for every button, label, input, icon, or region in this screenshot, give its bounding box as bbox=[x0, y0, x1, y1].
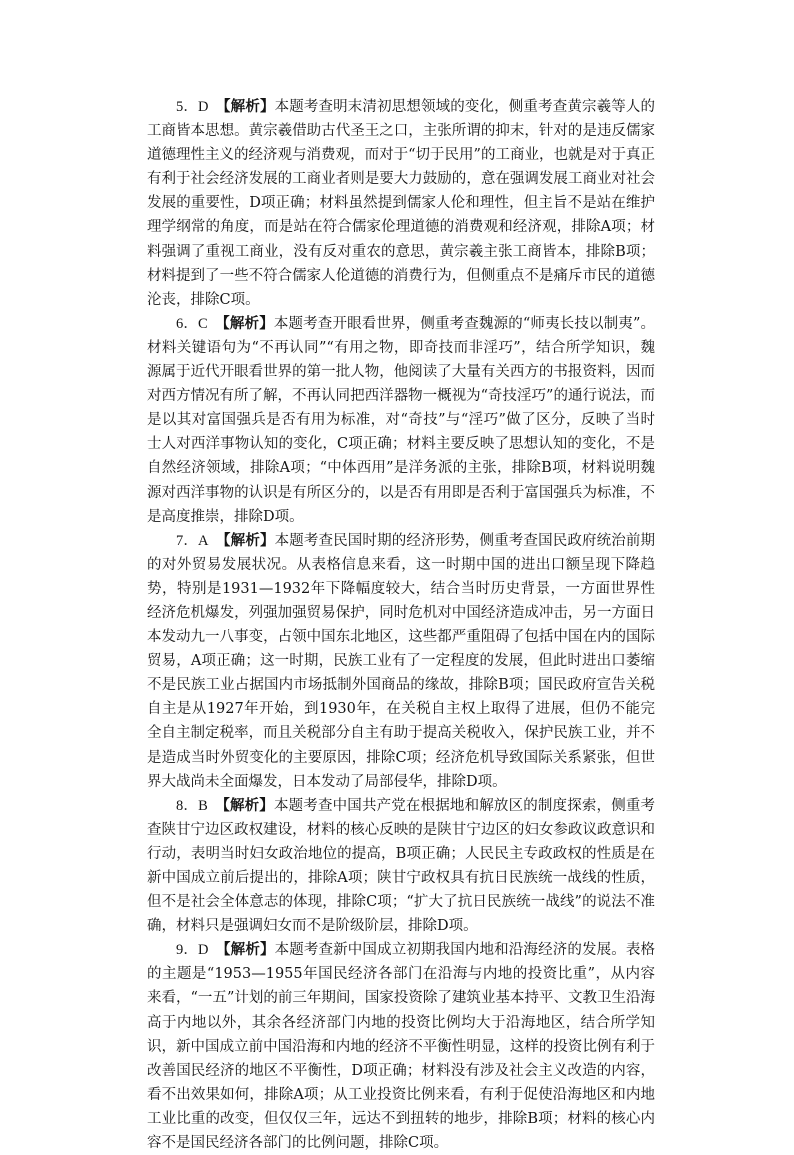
question-number: 5． bbox=[176, 99, 199, 115]
question-number: 8． bbox=[176, 797, 199, 814]
answer-letter: A bbox=[198, 532, 209, 549]
analysis-text: 本题考查民国时期的经济形势，侧重考查国民政府统治前期的对外贸易发展状况。从表格信息来看，这一时期中国的进出口额呈现下降趋势，特别是1931—1932年下降幅度较大，结合当时历史背景，一方面世界性经济危机爆发，列强加强贸易保护，同时危机对中国经济造成冲击，另一方面日本发动九一八事变，占领中国东北地区，这些都严重阻碍了包括中国在内的国际贸易，A项正确；这一时期，民族工业有了一定程度的发展，但此时进出口萎缩不是民族工业占据国内市场抵制外国商品的缘故，排除B项；国民政府宣告关税自主是从1927年开始，到1930年，在关税自主权上取得了进展，但仍不能完全自主制定税率，而且关税部分自主有助于提高关税收入，保护民族工业，并不是造成当时外贸变化的主要原因，排除C项；经济危机导致国际关系紧张，但世界大战尚未全面爆发，日本发动了局部侵华，排除D项。 bbox=[147, 532, 656, 790]
analysis-text: 本题考查中国共产党在根据地和解放区的制度探索，侧重考查陕甘宁边区政权建设，材料的核心反映的是陕甘宁边区的妇女参政议政意识和行动，表明当时妇女政治地位的提高，B项正确；人民民主专政政权的性质是在新中国成立前后提出的，排除A项；陕甘宁政权具有抗日民族统一战线的性质，但不是社会全体意志的体现，排除C项；“扩大了抗日民族统一战线”的说法不准确，材料只是强调妇女而不是阶级阶层，排除D项。 bbox=[147, 797, 656, 935]
analysis-text: 本题考查明末清初思想领域的变化，侧重考查黄宗羲等人的工商皆本思想。黄宗羲借助古代圣王之口，主张所谓的抑末，针对的是违反儒家道德理性主义的经济观与消费观，而对于“切于民用”的工商业，也就是对于真正有利于社会经济发展的工商业者则是要大力鼓励的，意在强调发展工商业对社会发展的重要性，D项正确；材料虽然提到儒家人伦和理性，但主旨不是站在维护理学纲常的角度，而是站在符合儒家伦理道德的消费观和经济观，排除A项；材料强调了重视工商业，没有反对重农的意思，黄宗羲主张工商皆本，排除B项；材料提到了一些不符合儒家人伦道德的消费行为，但侧重点不是痛斥市民的道德沦丧，排除C项。 bbox=[147, 99, 656, 308]
answer-item-8 bbox=[147, 794, 655, 939]
answer-item-9 bbox=[147, 938, 655, 1155]
answer-letter: B bbox=[198, 797, 208, 814]
answer-letter: D bbox=[198, 942, 209, 959]
analysis-tag: 【解析】 bbox=[222, 314, 274, 332]
answer-item-6 bbox=[147, 312, 655, 529]
answer-letter: D bbox=[198, 99, 209, 115]
analysis-tag: 【解析】 bbox=[222, 796, 274, 814]
analysis-tag: 【解析】 bbox=[223, 98, 275, 115]
question-number: 9． bbox=[176, 942, 199, 959]
analysis-text: 本题考查开眼看世界，侧重考查魏源的“师夷长技以制夷”。材料关键语句为“不再认同”“有用之物，即奇技而非淫巧”，结合所学知识，魏源属于近代开眼看世界的第一批人物，他阅读了大量有关西方的书报资料，因而对西方情况有所了解，不再认同把西洋器物一概视为“奇技淫巧”的通行说法，而是以其对富国强兵是否有用为标准，对“奇技”与“淫巧”做了区分，反映了当时士人对西洋事物认知的变化，C项正确；材料主要反映了思想认知的变化，不是自然经济领域，排除A项；“中体西用”是洋务派的主张，排除B项，材料说明魏源对西洋事物的认识是有所区分的，以是否有用即是否利于富国强兵为标准，不是高度推崇，排除D项。 bbox=[147, 315, 656, 525]
question-number: 6． bbox=[176, 315, 199, 332]
answer-explanations bbox=[147, 95, 655, 1155]
answer-item-5 bbox=[147, 95, 655, 312]
answer-item-7 bbox=[147, 529, 655, 794]
analysis-tag: 【解析】 bbox=[223, 531, 275, 549]
answer-letter: C bbox=[198, 315, 208, 332]
analysis-tag: 【解析】 bbox=[223, 941, 275, 959]
question-number: 7． bbox=[176, 532, 199, 549]
analysis-text: 本题考查新中国成立初期我国内地和沿海经济的发展。表格的主题是“1953—1955年国民经济各部门在沿海与内地的投资比重”，从内容来看，“一五”计划的前三年期间，国家投资除了建筑业基本持平、文教卫生沿海高于内地以外，其余各经济部门内地的投资比例均大于沿海地区，结合所学知识，新中国成立前中国沿海和内地的经济不平衡性明显，这样的投资比例有利于改善国民经济的地区不平衡性，D项正确；材料没有涉及社会主义改造的内容，看不出效果如何，排除A项；从工业投资比例来看，有利于促使沿海地区和内地工业比重的改变，但仅仅三年，远达不到扭转的地步，排除B项；材料的核心内容不是国民经济各部门的比例问题，排除C项。 bbox=[147, 942, 656, 1152]
